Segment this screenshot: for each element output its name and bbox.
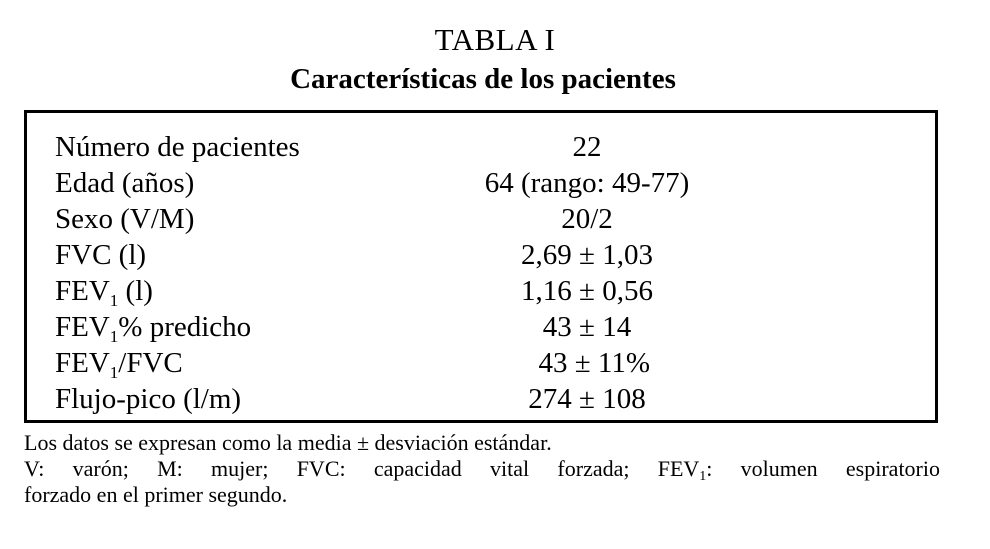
table-row bbox=[27, 165, 935, 201]
footnote-line: Los datos se expresan como la media ± desviación estándar. bbox=[24, 430, 552, 455]
footnote-text: V: varón; M: mujer; FVC: capacidad vital forzada; FEV bbox=[24, 456, 700, 481]
row-label bbox=[55, 273, 153, 309]
row-label: FVC (l) bbox=[55, 239, 147, 271]
table-row bbox=[27, 345, 935, 381]
table-footnotes bbox=[24, 430, 940, 508]
row-value: 1,16 ± 0,56 bbox=[521, 275, 653, 307]
row-value: 22 bbox=[572, 131, 602, 163]
row-label: Flujo-pico (l/m) bbox=[55, 383, 242, 415]
row-label: Número de pacientes bbox=[55, 131, 300, 163]
footnote-line: forzado en el primer segundo. bbox=[24, 482, 288, 507]
table-row bbox=[27, 237, 935, 273]
row-value: 20/2 bbox=[561, 203, 613, 235]
table-row bbox=[27, 273, 935, 309]
table-row bbox=[27, 129, 935, 165]
row-value: 2,69 ± 1,03 bbox=[521, 239, 653, 271]
table-row bbox=[27, 309, 935, 345]
label-subscript: 1 bbox=[109, 327, 119, 346]
footnote-line bbox=[24, 456, 940, 482]
table-subtitle: Características de los pacientes bbox=[290, 63, 676, 95]
row-value: 43 ± 11% bbox=[524, 347, 650, 379]
label-main: FEV bbox=[55, 347, 110, 379]
patient-characteristics-table bbox=[24, 110, 938, 423]
label-suffix: /FVC bbox=[118, 347, 183, 379]
label-suffix: (l) bbox=[118, 275, 153, 307]
table-row bbox=[27, 381, 935, 417]
label-main: FEV bbox=[55, 311, 110, 343]
row-label: Edad (años) bbox=[55, 167, 195, 199]
row-label: Sexo (V/M) bbox=[55, 203, 195, 235]
table-title: TABLA I bbox=[434, 22, 556, 57]
row-value: 43 ± 14 bbox=[542, 311, 632, 343]
label-subscript: 1 bbox=[109, 291, 119, 310]
label-suffix: % predicho bbox=[118, 311, 252, 343]
row-label bbox=[55, 309, 251, 345]
footnote-subscript: 1 bbox=[699, 469, 707, 484]
footnote-text: : volumen espiratorio bbox=[706, 456, 940, 481]
row-value: 64 (rango: 49-77) bbox=[484, 167, 690, 199]
row-value: 274 ± 108 bbox=[528, 383, 646, 415]
table-row bbox=[27, 201, 935, 237]
label-main: FEV bbox=[55, 275, 110, 307]
label-subscript: 1 bbox=[109, 363, 119, 382]
row-label bbox=[55, 345, 183, 381]
